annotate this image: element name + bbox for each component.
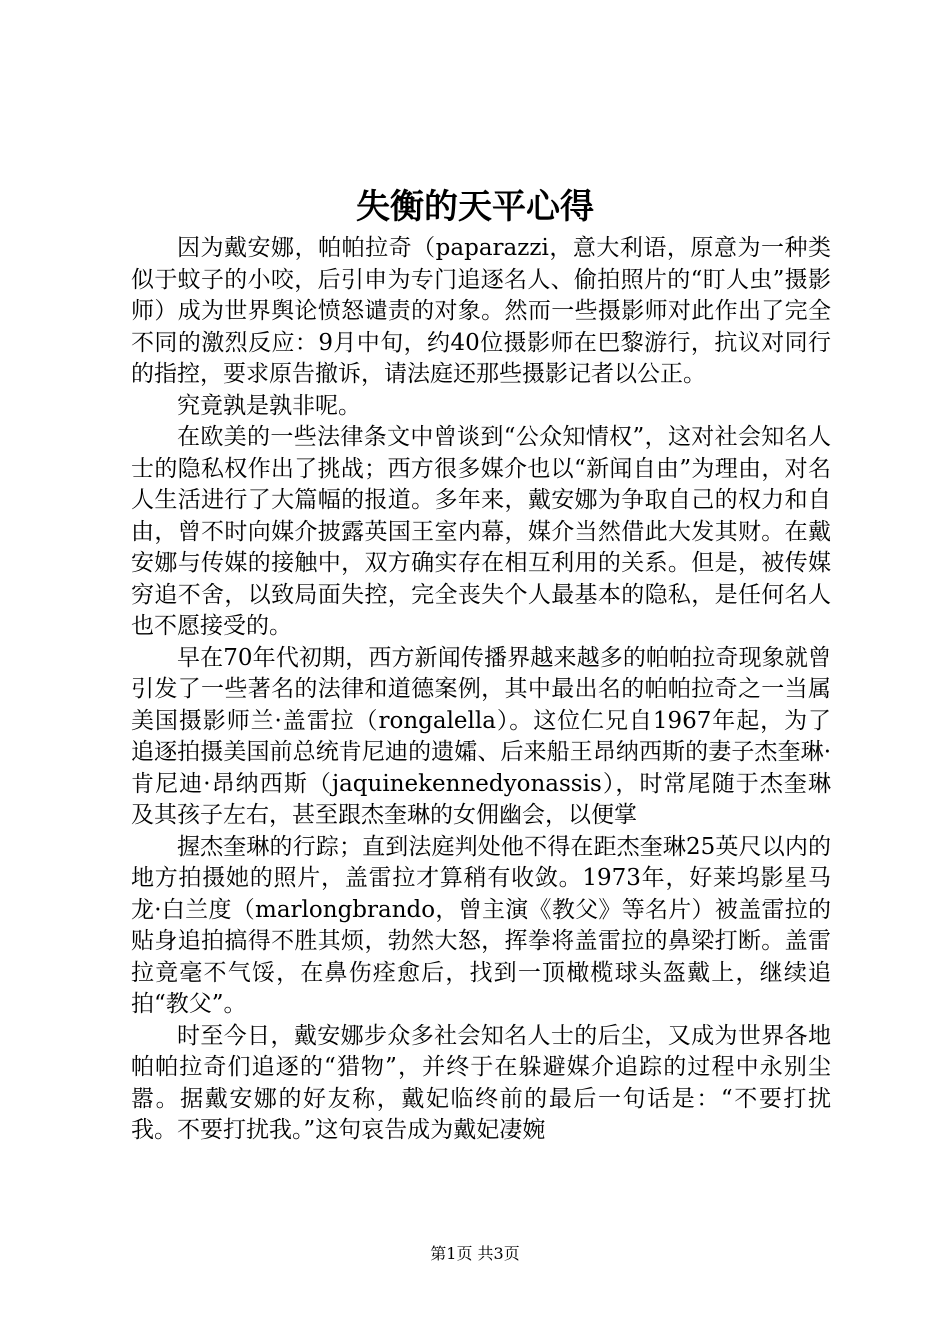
paragraph: 握杰奎琳的行踪；直到法庭判处他不得在距杰奎琳25英尺以内的地方拍摄她的照片，盖雷拉才算稍有收敛。1973年，好莱坞影星马龙·白兰度（marlongbrando，曾主演《教父》等名片）被盖雷拉的贴身追拍搞得不胜其烦，勃然大怒，挥拳将盖雷拉的鼻梁打断。盖雷拉竟毫不气馁，在鼻伤痊愈后，找到一顶橄榄球头盔戴上，继续追拍“教父”。	[131, 833, 831, 1017]
document-body	[131, 233, 831, 1147]
paragraph: 究竟孰是孰非呢。	[177, 392, 361, 419]
paragraph: 早在70年代初期，西方新闻传播界越来越多的帕帕拉奇现象就曾引发了一些著名的法律和道德案例，其中最出名的帕帕拉奇之一当属美国摄影师兰·盖雷拉（rongalella）。这位仁兄自1967年起，为了追逐拍摄美国前总统肯尼迪的遗孀、后来船王昂纳西斯的妻子杰奎琳·肯尼迪·昂纳西斯（jaquinekennedyonassis），时常尾随于杰奎琳及其孩子左右，甚至跟杰奎琳的女佣幽会，以便掌	[131, 644, 831, 828]
paragraph: 时至今日，戴安娜步众多社会知名人士的后尘，又成为世界各地帕帕拉奇们追逐的“猎物”，并终于在躲避媒介追踪的过程中永别尘嚣。据戴安娜的好友称，戴妃临终前的最后一句话是：“不要打扰我。不要打扰我。”这句哀告成为戴妃凄婉	[131, 1022, 831, 1143]
page-number-footer: 第1页 共3页	[430, 1244, 520, 1263]
paragraph: 因为戴安娜，帕帕拉奇（paparazzi，意大利语，原意为一种类似于蚊子的小咬，后引申为专门追逐名人、偷拍照片的“盯人虫”摄影师）成为世界舆论愤怒谴责的对象。然而一些摄影师对此作出了完全不同的激烈反应：9月中旬，约40位摄影师在巴黎游行，抗议对同行的指控，要求原告撤诉，请法庭还那些摄影记者以公正。	[131, 235, 831, 387]
document-title: 失衡的天平心得	[356, 187, 594, 227]
paragraph: 在欧美的一些法律条文中曾谈到“公众知情权”，这对社会知名人士的隐私权作出了挑战；西方很多媒介也以“新闻自由”为理由，对名人生活进行了大篇幅的报道。多年来，戴安娜为争取自己的权力和自由，曾不时向媒介披露英国王室内幕，媒介当然借此大发其财。在戴安娜与传媒的接触中，双方确实存在相互利用的关系。但是，被传媒穷追不舍，以致局面失控，完全丧失个人最基本的隐私，是任何名人也不愿接受的。	[131, 424, 831, 639]
